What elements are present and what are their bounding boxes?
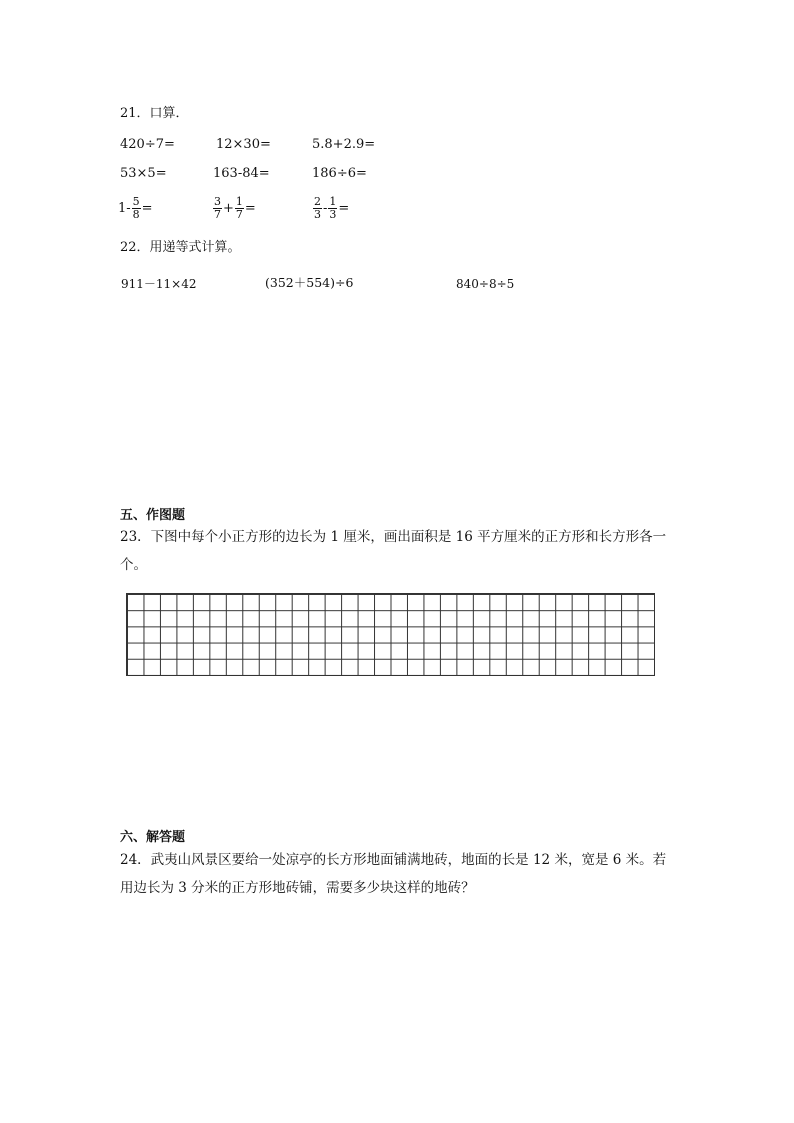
q21-item: 186÷6= [312,166,367,181]
denominator: 3 [329,208,337,221]
fraction [132,196,141,221]
numerator: 3 [214,195,221,208]
drawing-grid[interactable] [126,593,655,676]
q21-item: 12×30= [216,137,271,152]
fraction [213,196,222,221]
q21-item: 5.8+2.9= [312,137,376,152]
q24-text: 24．武夷山风景区要给一处凉亭的长方形地面铺满地砖，地面的长是 12 米，宽是 6 米。若用边长为 3 分米的正方形地砖铺，需要多少块这样的地砖？ [120,852,667,896]
numerator: 1 [235,195,243,208]
operator: - [323,201,328,216]
equals-sign: = [338,201,350,216]
fraction [313,196,322,221]
numerator: 2 [314,195,321,208]
expr-text: 1- [118,201,131,216]
numerator: 5 [132,195,140,208]
operator: + [223,201,234,216]
denominator: 7 [235,208,243,221]
fraction [235,196,244,221]
fraction [328,196,337,221]
q22-expression: (352＋554)÷6 [265,275,354,290]
q21-item: 420÷7= [120,137,175,152]
q23-text: 23．下图中每个小正方形的边长为 1 厘米，画出面积是 16 平方厘米的正方形和长方形各一个。 [120,529,667,573]
q21-item: 53×5= [120,166,167,181]
section-heading: 五、作图题 [120,508,186,523]
q21-fraction-item-b [212,196,256,221]
q21-fraction-item-c [312,196,349,221]
denominator: 8 [132,208,140,221]
q21-title: 21．口算． [120,106,189,121]
denominator: 3 [314,208,321,221]
denominator: 7 [214,208,221,221]
q21-fraction-item-a [118,196,153,221]
numerator: 1 [329,195,337,208]
section-heading: 六、解答题 [120,830,186,845]
q22-expression: 911－11×42 [121,277,197,291]
q21-item: 163-84= [213,166,270,181]
equals-sign: = [244,201,256,216]
equals-sign: = [141,201,153,216]
q22-title: 22．用递等式计算。 [120,240,241,255]
q22-expression: 840÷8÷5 [456,277,515,291]
